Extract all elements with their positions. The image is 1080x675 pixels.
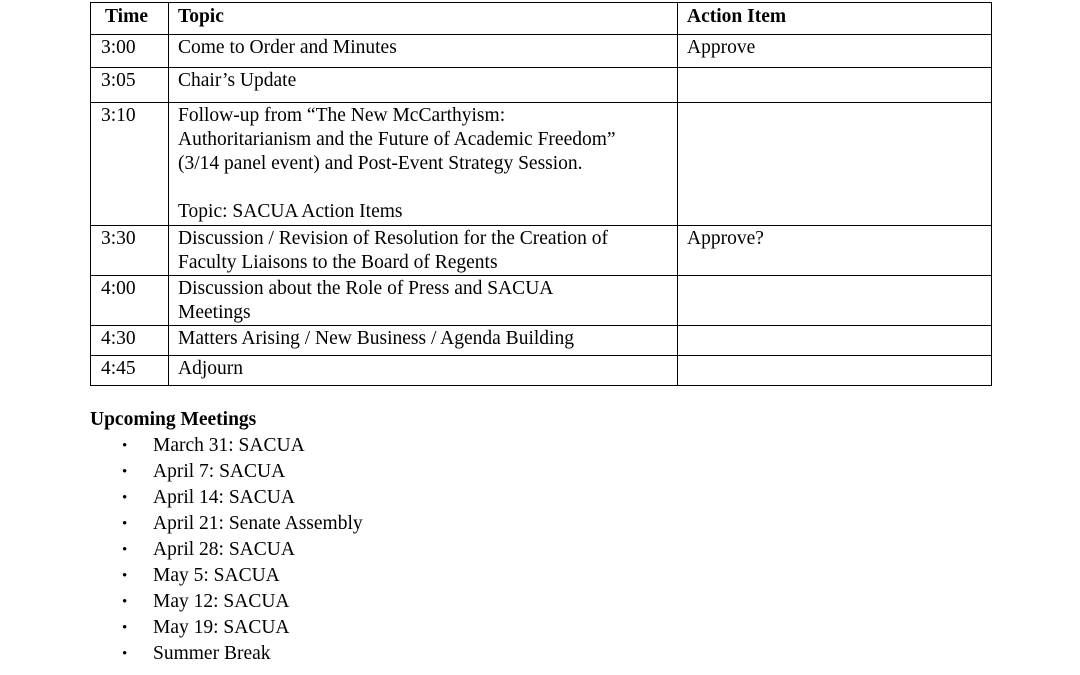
- bullet-icon: •: [122, 594, 128, 610]
- bullet-icon: •: [122, 464, 128, 480]
- agenda-table: [90, 2, 992, 386]
- agenda-action-item: [678, 356, 992, 386]
- agenda-time: 3:05: [91, 68, 169, 103]
- meeting-label: May 19: SACUA: [153, 617, 290, 638]
- agenda-topic: [169, 35, 678, 68]
- bullet-icon: •: [122, 620, 128, 636]
- bullet-icon: •: [122, 490, 128, 506]
- agenda-action-item: [678, 326, 992, 356]
- meeting-label: Summer Break: [153, 643, 271, 664]
- agenda-topic: [169, 326, 678, 356]
- agenda-topic-line: (3/14 panel event) and Post-Event Strategy Session.: [178, 153, 583, 174]
- list-item: [90, 537, 690, 563]
- agenda-time: 4:00: [91, 276, 169, 326]
- list-item: [90, 589, 690, 615]
- agenda-row: [91, 356, 992, 386]
- topic-column-header: Topic: [169, 3, 678, 35]
- agenda-topic: [169, 356, 678, 386]
- meeting-label: May 5: SACUA: [153, 565, 280, 586]
- action-column-header: Action Item: [678, 3, 992, 35]
- agenda-row: [91, 276, 992, 326]
- agenda-time: 4:45: [91, 356, 169, 386]
- agenda-topic-line: Faculty Liaisons to the Board of Regents: [178, 252, 498, 273]
- agenda-topic-line: Matters Arising / New Business / Agenda Building: [178, 328, 574, 349]
- agenda-topic-line: Follow-up from “The New McCarthyism:: [178, 105, 506, 126]
- agenda-topic-line: Discussion / Revision of Resolution for the Creation of: [178, 228, 609, 249]
- list-item: [90, 485, 690, 511]
- agenda-action-item: Approve?: [678, 226, 992, 276]
- bullet-icon: •: [122, 438, 128, 454]
- list-item: [90, 459, 690, 485]
- bullet-icon: •: [122, 542, 128, 558]
- upcoming-meetings-heading: Upcoming Meetings: [90, 409, 257, 430]
- meeting-label: April 28: SACUA: [153, 539, 295, 560]
- meeting-label: April 7: SACUA: [153, 461, 286, 482]
- agenda-action-item: [678, 276, 992, 326]
- agenda-time: 3:10: [91, 103, 169, 226]
- list-item: [90, 511, 690, 537]
- list-item: [90, 433, 690, 459]
- agenda-topic-line: Discussion about the Role of Press and SACUA: [178, 278, 554, 299]
- meeting-label: May 12: SACUA: [153, 591, 290, 612]
- agenda-row: [91, 326, 992, 356]
- agenda-row: [91, 35, 992, 68]
- list-item: [90, 615, 690, 641]
- upcoming-meetings-list: [90, 433, 690, 667]
- agenda-action-item: Approve: [678, 35, 992, 68]
- agenda-topic: [169, 276, 678, 326]
- time-column-header: Time: [91, 3, 169, 35]
- agenda-topic-line: Chair’s Update: [178, 70, 297, 91]
- meeting-label: April 14: SACUA: [153, 487, 295, 508]
- bullet-icon: •: [122, 516, 128, 532]
- bullet-icon: •: [122, 568, 128, 584]
- agenda-action-item: [678, 68, 992, 103]
- agenda-time: 4:30: [91, 326, 169, 356]
- agenda-time: 3:30: [91, 226, 169, 276]
- agenda-topic: [169, 226, 678, 276]
- agenda-time: 3:00: [91, 35, 169, 68]
- bullet-icon: •: [122, 646, 128, 662]
- agenda-topic-note: Topic: SACUA Action Items: [178, 201, 403, 222]
- topic-spacer: [178, 176, 668, 200]
- agenda-row: [91, 103, 992, 226]
- list-item: [90, 563, 690, 589]
- agenda-row: [91, 68, 992, 103]
- meeting-label: March 31: SACUA: [153, 435, 305, 456]
- agenda-topic-line: Authoritarianism and the Future of Academic Freedom”: [178, 129, 616, 150]
- agenda-action-item: [678, 103, 992, 226]
- agenda-topic: [169, 68, 678, 103]
- agenda-topic: [169, 103, 678, 226]
- agenda-row: [91, 226, 992, 276]
- meeting-label: April 21: Senate Assembly: [153, 513, 363, 534]
- agenda-header-row: [91, 3, 992, 35]
- list-item: [90, 641, 690, 667]
- agenda-topic-line: Adjourn: [178, 358, 243, 379]
- agenda-topic-line: Meetings: [178, 302, 251, 323]
- agenda-topic-line: Come to Order and Minutes: [178, 37, 397, 58]
- upcoming-meetings-section: [90, 407, 690, 667]
